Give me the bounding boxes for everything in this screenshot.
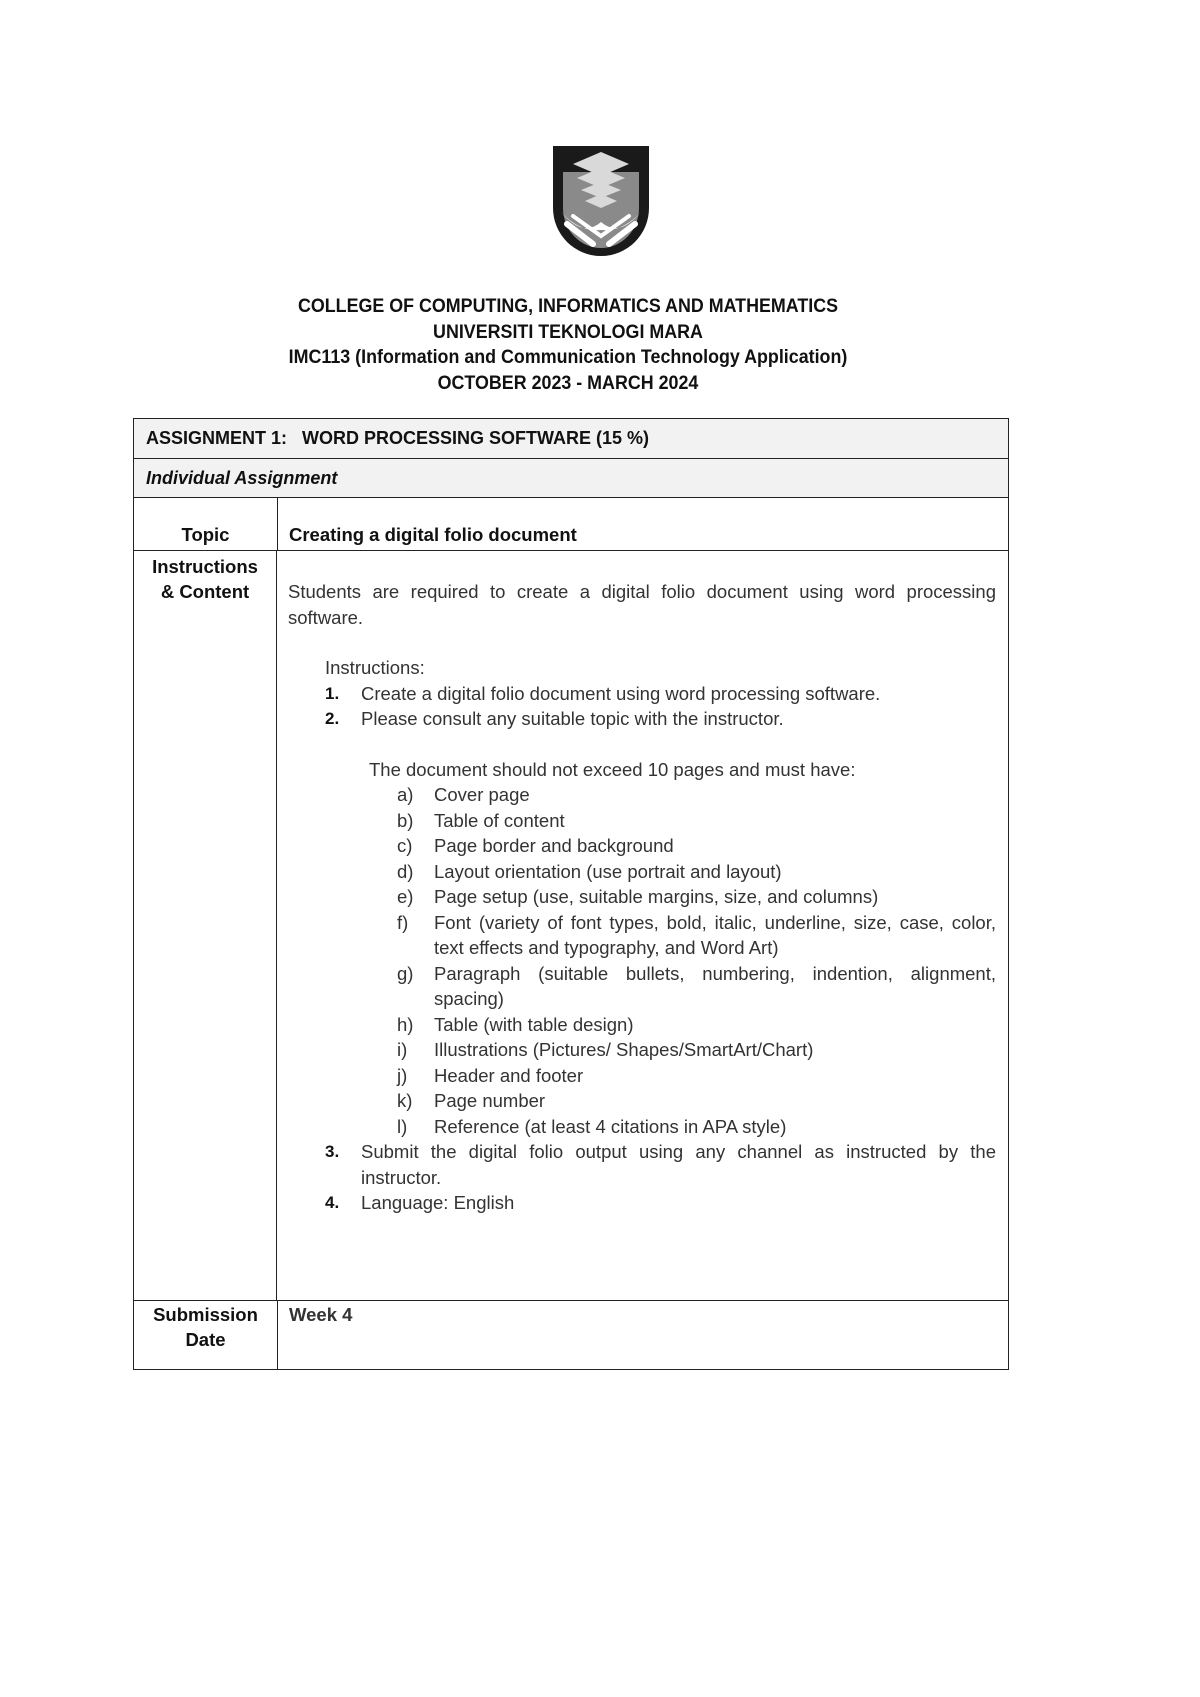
list-item [288, 706, 996, 732]
list-item [288, 1037, 996, 1063]
requirement-letter: j) [397, 1064, 408, 1086]
assignment-type-text: Individual Assignment [146, 467, 338, 488]
submission-label-line1: Submission [153, 1304, 258, 1325]
step-text: Please consult any suitable topic with the instructor. [361, 708, 784, 729]
topic-row [134, 498, 1008, 551]
list-item [288, 681, 996, 707]
requirement-text: Page setup (use, suitable margins, size, and columns) [434, 886, 879, 907]
instructions-label-line1: Instructions [152, 556, 258, 577]
requirement-text: Layout orientation (use portrait and layout) [434, 860, 782, 882]
list-item [288, 884, 996, 910]
requirement-text: Illustrations (Pictures/ Shapes/SmartArt/Chart) [434, 1039, 814, 1060]
document-header [34, 294, 1102, 396]
university-name: UNIVERSITI TEKNOLOGI MARA [433, 321, 703, 343]
assignment-type [134, 459, 1008, 498]
requirements-intro: The document should not exceed 10 pages and must have: [369, 758, 856, 780]
list-item [288, 833, 996, 859]
semester: OCTOBER 2023 - MARCH 2024 [437, 372, 699, 394]
requirement-text: Cover page [434, 784, 530, 805]
list-item [288, 910, 996, 961]
requirement-text: Table (with table design) [434, 1013, 634, 1035]
assignment-title [134, 419, 1008, 459]
requirement-text: Reference (at least 4 citations in APA style) [434, 1115, 787, 1137]
assignment-table [133, 418, 1009, 1370]
requirement-letter: f) [397, 911, 409, 933]
requirement-text: Paragraph (suitable bullets, numbering, indention, alignment, spacing) [434, 962, 996, 1009]
step-number: 1. [325, 683, 340, 703]
requirement-text: Page border and background [434, 835, 674, 856]
submission-row [134, 1301, 1008, 1369]
list-item [288, 808, 996, 834]
step-text: Language: English [361, 1192, 515, 1213]
requirement-letter: a) [397, 784, 414, 805]
requirement-letter: d) [397, 860, 414, 882]
list-item [288, 782, 996, 808]
requirement-letter: l) [397, 1115, 408, 1137]
requirement-text: Header and footer [434, 1064, 584, 1086]
topic-label: Topic [134, 498, 278, 550]
requirement-letter: i) [397, 1039, 408, 1060]
instructions-content [277, 551, 1008, 1300]
list-item [288, 1088, 996, 1114]
steps-list [288, 681, 996, 732]
submission-label [134, 1301, 278, 1369]
instructions-label-line2: & Content [160, 581, 250, 602]
college-name: COLLEGE OF COMPUTING, INFORMATICS AND MATHEMATICS [297, 296, 839, 317]
list-item [288, 961, 996, 1012]
requirement-letter: c) [397, 835, 413, 856]
requirement-letter: h) [397, 1013, 414, 1035]
step-number: 3. [325, 1142, 340, 1161]
requirement-letter: g) [397, 962, 414, 984]
uitm-logo-icon [553, 146, 649, 260]
requirement-letter: b) [397, 809, 414, 831]
instructions-heading: Instructions: [325, 657, 425, 678]
requirement-letter: k) [397, 1090, 413, 1111]
requirements-list [288, 782, 996, 1139]
requirement-text: Font (variety of font types, bold, italic, underline, size, case, color, text effects and typography, and Word Art) [434, 911, 996, 958]
instructions-row [134, 551, 1008, 1301]
intro-paragraph: Students are required to create a digital folio document using word processing software. [288, 581, 996, 628]
list-item [288, 1114, 996, 1140]
requirement-text: Table of content [434, 809, 565, 831]
list-item [288, 859, 996, 885]
list-item [288, 1139, 996, 1190]
instructions-label [134, 551, 277, 1300]
step-number: 4. [325, 1193, 340, 1212]
list-item [288, 1063, 996, 1089]
assignment-title-text: ASSIGNMENT 1: WORD PROCESSING SOFTWARE (15 %) [146, 428, 650, 448]
step-text: Create a digital folio document using word processing software. [361, 682, 881, 704]
step-text: Submit the digital folio output using any channel as instructed by the instructor. [361, 1141, 996, 1188]
course-code: IMC113 (Information and Communication Technology Application) [288, 347, 848, 368]
steps-list-continued [288, 1139, 996, 1216]
step-number: 2. [325, 709, 340, 728]
list-item [288, 1012, 996, 1038]
topic-value: Creating a digital folio document [289, 524, 577, 545]
submission-label-line2: Date [185, 1329, 226, 1350]
requirement-letter: e) [397, 886, 414, 907]
list-item [288, 1190, 996, 1216]
submission-value: Week 4 [289, 1304, 353, 1325]
requirement-text: Page number [434, 1090, 546, 1111]
